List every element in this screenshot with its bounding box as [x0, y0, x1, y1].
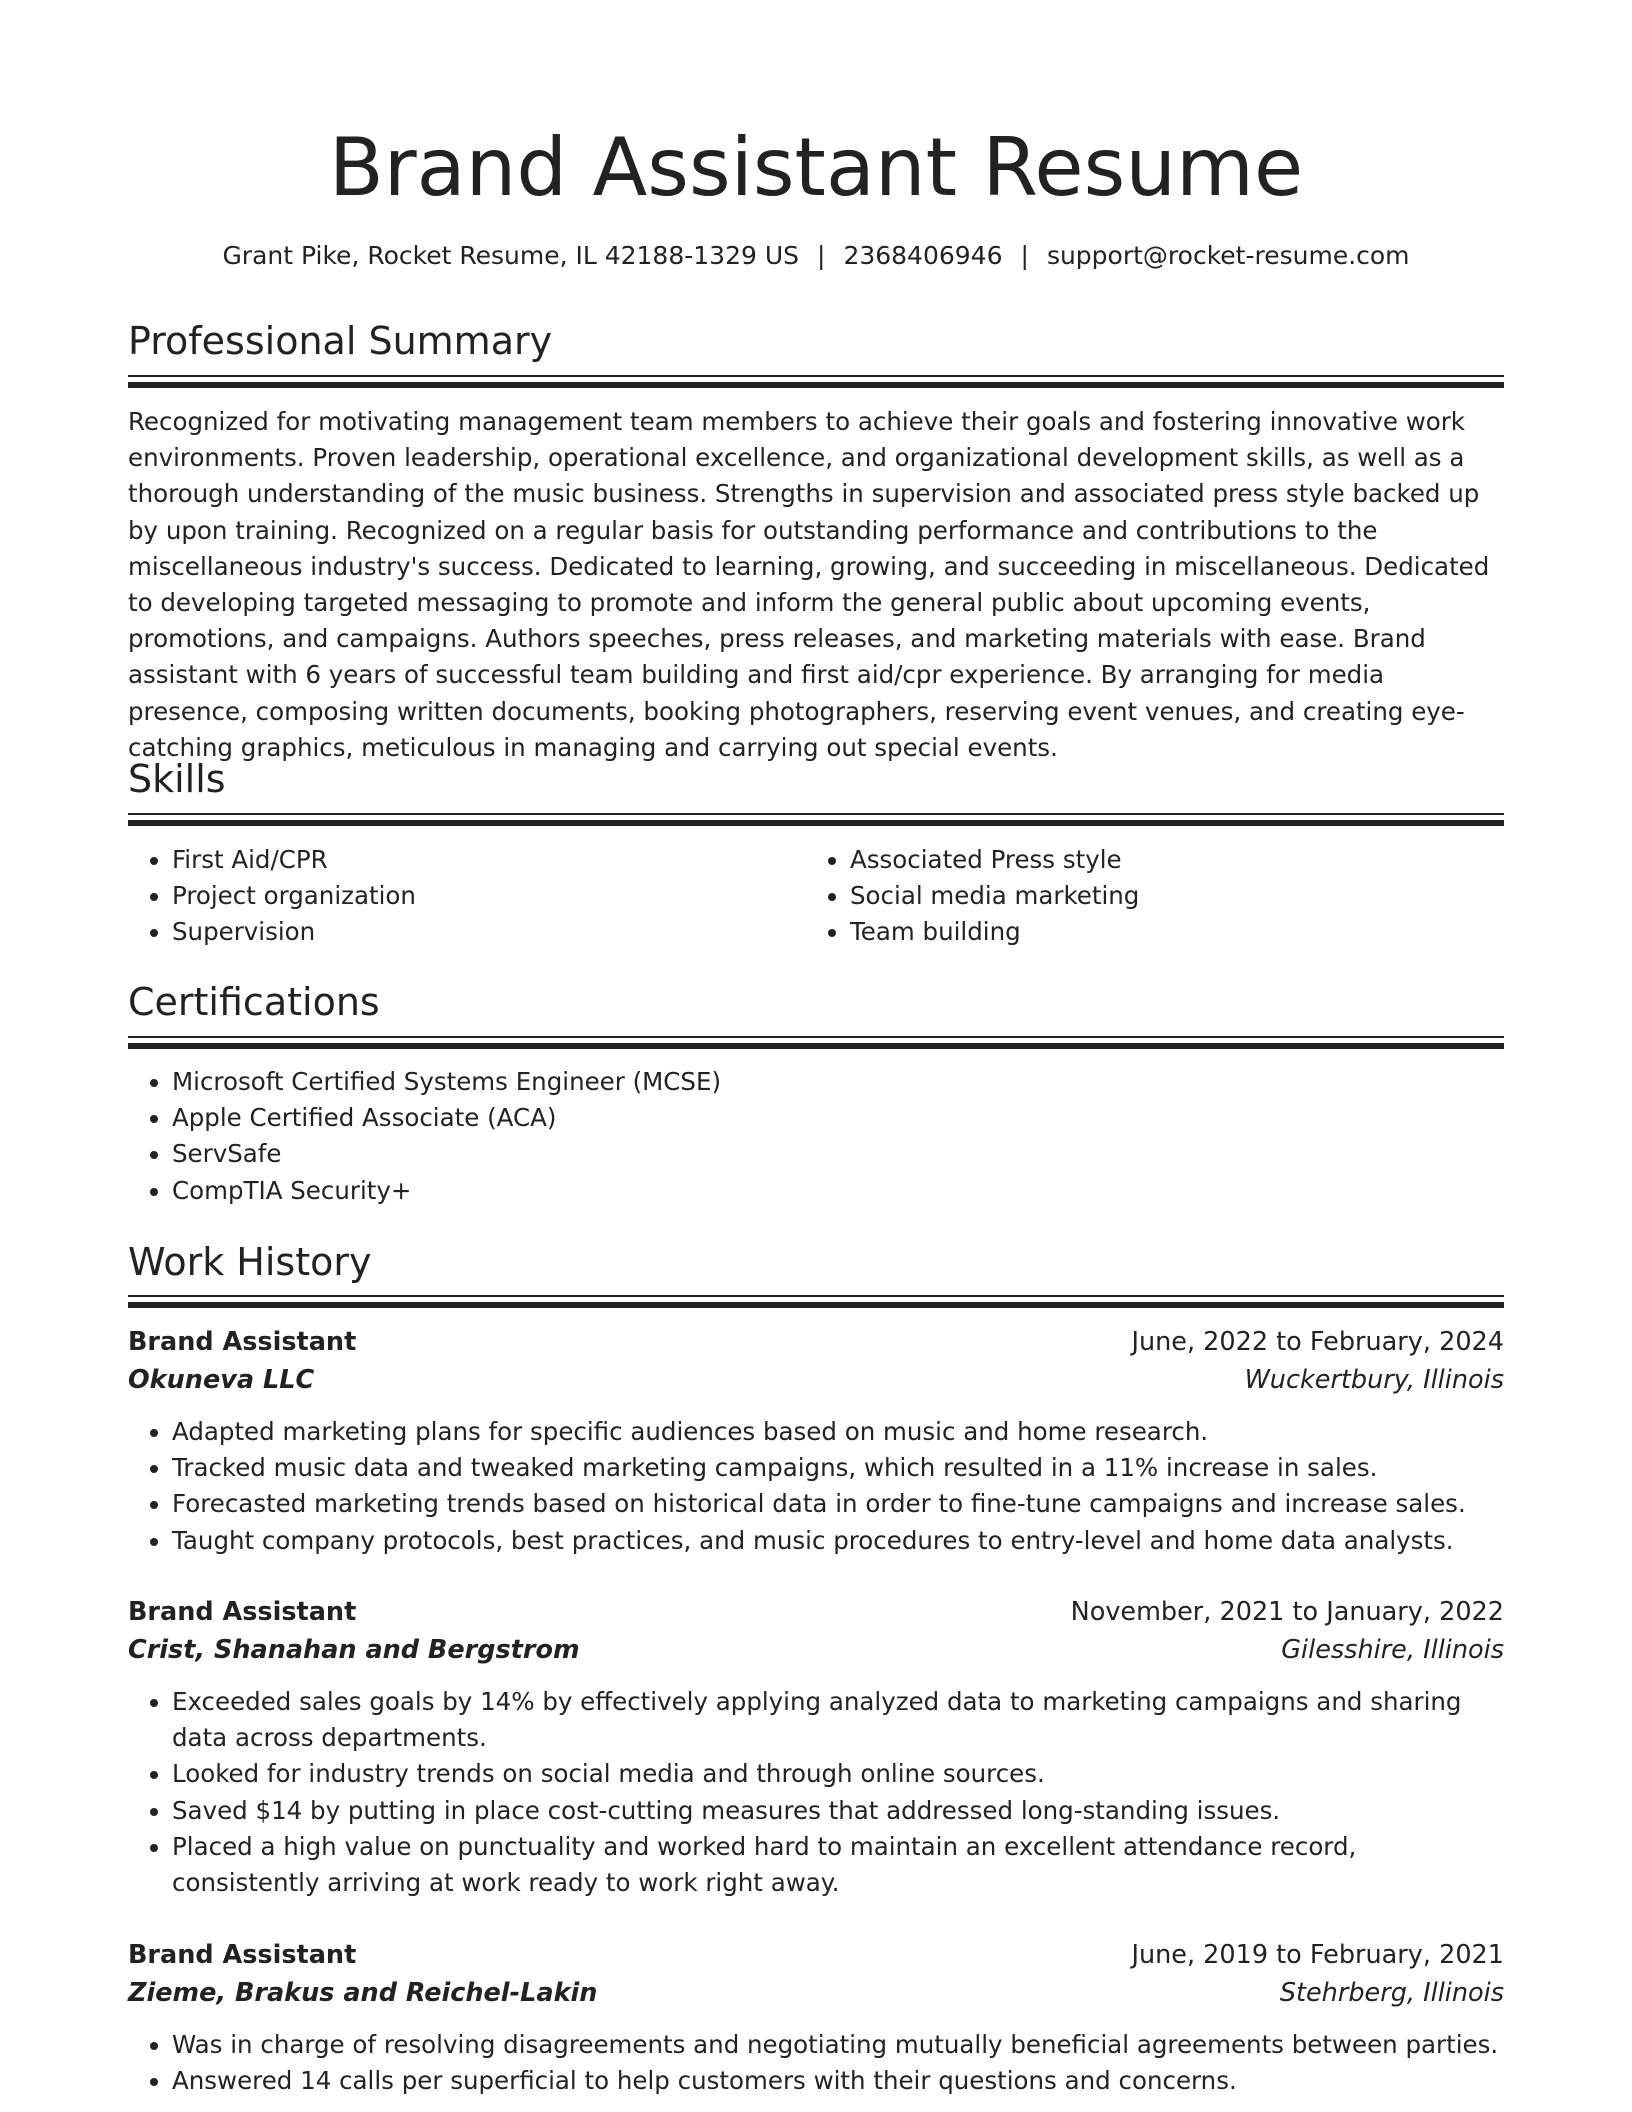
summary-section	[128, 315, 1504, 367]
skill-item: • Social media marketing	[850, 878, 1484, 914]
section-divider	[128, 813, 1504, 827]
certifications-list	[128, 1064, 1504, 1209]
certification-item: • ServSafe	[172, 1136, 1504, 1172]
job-bullet: • Was in charge of resolving disagreements and negotiating mutually beneficial agreements between parties.	[172, 2027, 1504, 2063]
job-bullet: • Forecasted marketing trends based on historical data in order to fine-tune campaigns and increase sales.	[172, 1486, 1504, 1522]
skill-item: • Associated Press style	[850, 842, 1484, 878]
contact-phone: 2368406946	[843, 241, 1003, 270]
skill-item: • Project organization	[172, 878, 806, 914]
job-title: Brand Assistant	[128, 1940, 357, 1970]
job-bullet: • Answered 14 calls per superficial to help customers with their questions and concerns.	[172, 2063, 1504, 2099]
skill-item: • First Aid/CPR	[172, 842, 806, 878]
job-company: Crist, Shanahan and Bergstrom	[128, 1635, 580, 1665]
job-bullet: • Placed a high value on punctuality and worked hard to maintain an excellent attendance record, consistently arriving at work ready to work right away.	[172, 1829, 1504, 1901]
summary-body-wrap	[128, 404, 1504, 766]
skills-column-right	[806, 842, 1484, 951]
job-title: Brand Assistant	[128, 1327, 357, 1357]
job-bullet: • Adapted marketing plans for specific audiences based on music and home research.	[172, 1414, 1504, 1450]
job-location: Gilesshire, Illinois	[1281, 1635, 1504, 1665]
contact-address: Grant Pike, Rocket Resume, IL 42188-1329 US	[222, 241, 799, 270]
job-location: Stehrberg, Illinois	[1279, 1978, 1504, 2008]
certification-item: • CompTIA Security+	[172, 1173, 1504, 1209]
job-location: Wuckertbury, Illinois	[1244, 1365, 1504, 1395]
job-title: Brand Assistant	[128, 1597, 357, 1627]
skills-section	[128, 753, 1504, 805]
section-heading-summary: Professional Summary	[128, 319, 553, 363]
skill-item: • Team building	[850, 914, 1484, 950]
section-divider	[128, 375, 1504, 389]
section-heading-certifications: Certifications	[128, 980, 380, 1024]
job-entry	[128, 1323, 1504, 1559]
certification-item: • Microsoft Certified Systems Engineer (MCSE)	[172, 1064, 1504, 1100]
section-divider	[128, 1036, 1504, 1050]
job-dates: November, 2021 to January, 2022	[1070, 1597, 1504, 1627]
job-bullet: • Taught company protocols, best practices, and music procedures to entry-level and home data analysts.	[172, 1523, 1504, 1559]
job-header	[128, 1593, 1504, 1631]
job-header	[128, 1323, 1504, 1361]
section-heading-skills: Skills	[128, 757, 226, 801]
work-section	[128, 1236, 1504, 1288]
job-dates: June, 2022 to February, 2024	[1131, 1327, 1504, 1357]
job-subheader	[128, 1361, 1504, 1399]
contact-separator: |	[817, 241, 826, 270]
job-bullet: • Tracked music data and tweaked marketing campaigns, which resulted in a 11% increase in sales.	[172, 1450, 1504, 1486]
certification-item: • Apple Certified Associate (ACA)	[172, 1100, 1504, 1136]
resume-title: Brand Assistant Resume	[328, 121, 1304, 214]
job-bullet: • Saved $14 by putting in place cost-cutting measures that addressed long-standing issues.	[172, 1793, 1504, 1829]
job-dates: June, 2019 to February, 2021	[1131, 1940, 1504, 1970]
job-bullet: • Looked for industry trends on social media and through online sources.	[172, 1756, 1504, 1792]
job-bullets	[128, 2027, 1504, 2099]
job-bullets	[128, 1414, 1504, 1559]
job-bullet: • Exceeded sales goals by 14% by effectively applying analyzed data to marketing campaigns and sharing data across departments.	[172, 1684, 1504, 1756]
job-entry	[128, 1936, 1504, 2099]
skill-item: • Supervision	[172, 914, 806, 950]
certifications-section	[128, 976, 1504, 1028]
job-subheader	[128, 1974, 1504, 2012]
skills-column-left	[128, 842, 806, 951]
section-divider	[128, 1295, 1504, 1309]
skills-list	[128, 842, 1504, 951]
job-header	[128, 1936, 1504, 1974]
section-heading-work: Work History	[128, 1240, 372, 1284]
contact-line	[128, 238, 1504, 274]
job-entry	[128, 1593, 1504, 1901]
job-bullets	[128, 1684, 1504, 1901]
job-company: Okuneva LLC	[128, 1365, 315, 1395]
contact-separator: |	[1020, 241, 1029, 270]
contact-email[interactable]: support@rocket-resume.com	[1046, 241, 1410, 270]
job-subheader	[128, 1631, 1504, 1669]
job-company: Zieme, Brakus and Reichel-Lakin	[128, 1978, 598, 2008]
summary-text: Recognized for motivating management team members to achieve their goals and fostering innovative work environments. Proven leadership, operational excellence, and organizational development skills, as well as a thorough understanding of the music business. Strengths in supervision and associated press style backed up by upon training. Recognized on a regular basis for outstanding performance and contributions to the miscellaneous industry's success. Dedicated to learning, growing, and succeeding in miscellaneous. Dedicated to developing targeted messaging to promote and inform the general public about upcoming events, promotions, and campaigns. Authors speeches, press releases, and marketing materials with ease. Brand assistant with 6 years of successful team building and first aid/cpr experience. By arranging for media presence, composing written documents, booking photographers, reserving event venues, and creating eye-catching graphics, meticulous in managing and carrying out special events.	[128, 407, 1490, 762]
